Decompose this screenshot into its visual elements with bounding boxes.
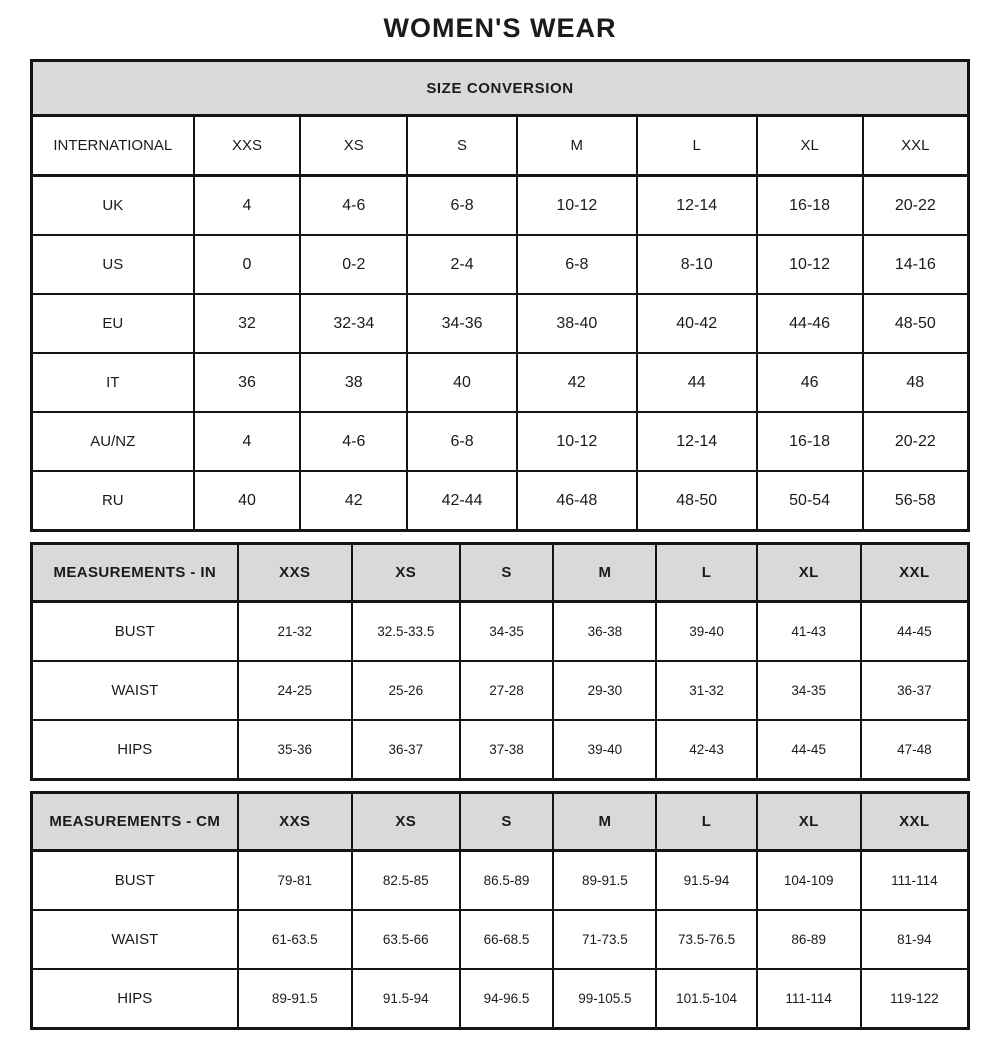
table-row <box>32 412 969 471</box>
table-cell: 38-40 <box>517 294 637 353</box>
row-label: US <box>32 235 194 294</box>
size-chart-page <box>30 0 970 1030</box>
table-cell: 40-42 <box>637 294 757 353</box>
table-cell: 44-46 <box>757 294 863 353</box>
row-label: BUST <box>32 851 238 911</box>
column-header: L <box>637 116 757 176</box>
table-cell: 71-73.5 <box>553 910 656 969</box>
column-header: XXL <box>861 793 969 851</box>
table-row <box>32 969 969 1029</box>
table-row <box>32 910 969 969</box>
table-cell: 86.5-89 <box>460 851 554 911</box>
column-header: XL <box>757 116 863 176</box>
table-row <box>32 471 969 531</box>
table-cell: 47-48 <box>861 720 969 780</box>
table-cell: 34-36 <box>407 294 517 353</box>
table-label-header: MEASUREMENTS - IN <box>32 544 238 602</box>
table-banner: SIZE CONVERSION <box>32 61 969 116</box>
table-row <box>32 661 969 720</box>
table-cell: 8-10 <box>637 235 757 294</box>
table-cell: 48-50 <box>637 471 757 531</box>
table-cell: 44-45 <box>861 602 969 662</box>
table-cell: 89-91.5 <box>553 851 656 911</box>
table-cell: 66-68.5 <box>460 910 554 969</box>
table-cell: 35-36 <box>238 720 352 780</box>
table-cell: 46 <box>757 353 863 412</box>
table-cell: 40 <box>194 471 301 531</box>
table-cell: 81-94 <box>861 910 969 969</box>
table-cell: 6-8 <box>407 176 517 236</box>
column-header: S <box>407 116 517 176</box>
table-cell: 42 <box>300 471 407 531</box>
row-label: UK <box>32 176 194 236</box>
table-banner-row <box>32 61 969 116</box>
table-cell: 37-38 <box>460 720 554 780</box>
table-cell: 4 <box>194 412 301 471</box>
table-cell: 86-89 <box>757 910 861 969</box>
table-cell: 104-109 <box>757 851 861 911</box>
table-cell: 4-6 <box>300 412 407 471</box>
column-header: M <box>517 116 637 176</box>
table-cell: 32.5-33.5 <box>352 602 460 662</box>
table-cell: 44 <box>637 353 757 412</box>
table-cell: 41-43 <box>757 602 861 662</box>
table-row <box>32 176 969 236</box>
table-row <box>32 720 969 780</box>
table-label-header: INTERNATIONAL <box>32 116 194 176</box>
table-cell: 0 <box>194 235 301 294</box>
column-header: M <box>553 544 656 602</box>
table-cell: 42-44 <box>407 471 517 531</box>
size-conversion-table <box>30 59 970 532</box>
table-cell: 40 <box>407 353 517 412</box>
table-cell: 0-2 <box>300 235 407 294</box>
table-cell: 34-35 <box>460 602 554 662</box>
table-cell: 56-58 <box>863 471 969 531</box>
table-cell: 44-45 <box>757 720 861 780</box>
column-header: XS <box>352 544 460 602</box>
table-cell: 42 <box>517 353 637 412</box>
row-label: WAIST <box>32 661 238 720</box>
column-header: XL <box>757 793 861 851</box>
table-cell: 10-12 <box>757 235 863 294</box>
column-header: M <box>553 793 656 851</box>
table-cell: 16-18 <box>757 412 863 471</box>
table-cell: 10-12 <box>517 412 637 471</box>
row-label: WAIST <box>32 910 238 969</box>
table-cell: 79-81 <box>238 851 352 911</box>
table-cell: 12-14 <box>637 176 757 236</box>
column-header: XL <box>757 544 861 602</box>
table-cell: 6-8 <box>407 412 517 471</box>
table-cell: 48 <box>863 353 969 412</box>
column-header: XXS <box>238 793 352 851</box>
table-cell: 27-28 <box>460 661 554 720</box>
table-cell: 34-35 <box>757 661 861 720</box>
table-cell: 91.5-94 <box>656 851 756 911</box>
table-row <box>32 851 969 911</box>
table-cell: 20-22 <box>863 176 969 236</box>
table-cell: 12-14 <box>637 412 757 471</box>
row-label: HIPS <box>32 969 238 1029</box>
table-cell: 25-26 <box>352 661 460 720</box>
table-cell: 38 <box>300 353 407 412</box>
table-cell: 14-16 <box>863 235 969 294</box>
table-cell: 20-22 <box>863 412 969 471</box>
measurements-cm-table <box>30 791 970 1030</box>
table-cell: 63.5-66 <box>352 910 460 969</box>
row-label: EU <box>32 294 194 353</box>
table-cell: 6-8 <box>517 235 637 294</box>
table-cell: 46-48 <box>517 471 637 531</box>
table-cell: 36 <box>194 353 301 412</box>
table-cell: 36-37 <box>861 661 969 720</box>
table-cell: 89-91.5 <box>238 969 352 1029</box>
table-cell: 10-12 <box>517 176 637 236</box>
table-cell: 48-50 <box>863 294 969 353</box>
table-cell: 73.5-76.5 <box>656 910 756 969</box>
table-cell: 91.5-94 <box>352 969 460 1029</box>
row-label: RU <box>32 471 194 531</box>
table-cell: 39-40 <box>656 602 756 662</box>
table-row <box>32 353 969 412</box>
row-label: AU/NZ <box>32 412 194 471</box>
table-cell: 32 <box>194 294 301 353</box>
column-header: L <box>656 544 756 602</box>
row-label: IT <box>32 353 194 412</box>
table-row <box>32 602 969 662</box>
table-cell: 29-30 <box>553 661 656 720</box>
table-cell: 111-114 <box>861 851 969 911</box>
column-header: XXL <box>863 116 969 176</box>
table-cell: 36-37 <box>352 720 460 780</box>
table-cell: 2-4 <box>407 235 517 294</box>
column-header: XXS <box>194 116 301 176</box>
page-title: WOMEN'S WEAR <box>383 13 617 43</box>
table-cell: 4 <box>194 176 301 236</box>
table-cell: 32-34 <box>300 294 407 353</box>
row-label: HIPS <box>32 720 238 780</box>
column-header-row <box>32 793 969 851</box>
table-cell: 31-32 <box>656 661 756 720</box>
table-cell: 39-40 <box>553 720 656 780</box>
column-header: XXS <box>238 544 352 602</box>
column-header: S <box>460 793 554 851</box>
column-header: XS <box>352 793 460 851</box>
table-cell: 61-63.5 <box>238 910 352 969</box>
measurements-in-table <box>30 542 970 781</box>
table-cell: 94-96.5 <box>460 969 554 1029</box>
column-header-row <box>32 544 969 602</box>
table-cell: 50-54 <box>757 471 863 531</box>
table-row <box>32 294 969 353</box>
table-cell: 24-25 <box>238 661 352 720</box>
table-cell: 82.5-85 <box>352 851 460 911</box>
column-header-row <box>32 116 969 176</box>
column-header: S <box>460 544 554 602</box>
row-label: BUST <box>32 602 238 662</box>
table-row <box>32 235 969 294</box>
table-cell: 119-122 <box>861 969 969 1029</box>
column-header: XXL <box>861 544 969 602</box>
table-cell: 21-32 <box>238 602 352 662</box>
table-cell: 111-114 <box>757 969 861 1029</box>
column-header: L <box>656 793 756 851</box>
table-label-header: MEASUREMENTS - CM <box>32 793 238 851</box>
table-cell: 42-43 <box>656 720 756 780</box>
table-cell: 4-6 <box>300 176 407 236</box>
column-header: XS <box>300 116 407 176</box>
table-cell: 16-18 <box>757 176 863 236</box>
table-cell: 101.5-104 <box>656 969 756 1029</box>
table-cell: 99-105.5 <box>553 969 656 1029</box>
table-cell: 36-38 <box>553 602 656 662</box>
